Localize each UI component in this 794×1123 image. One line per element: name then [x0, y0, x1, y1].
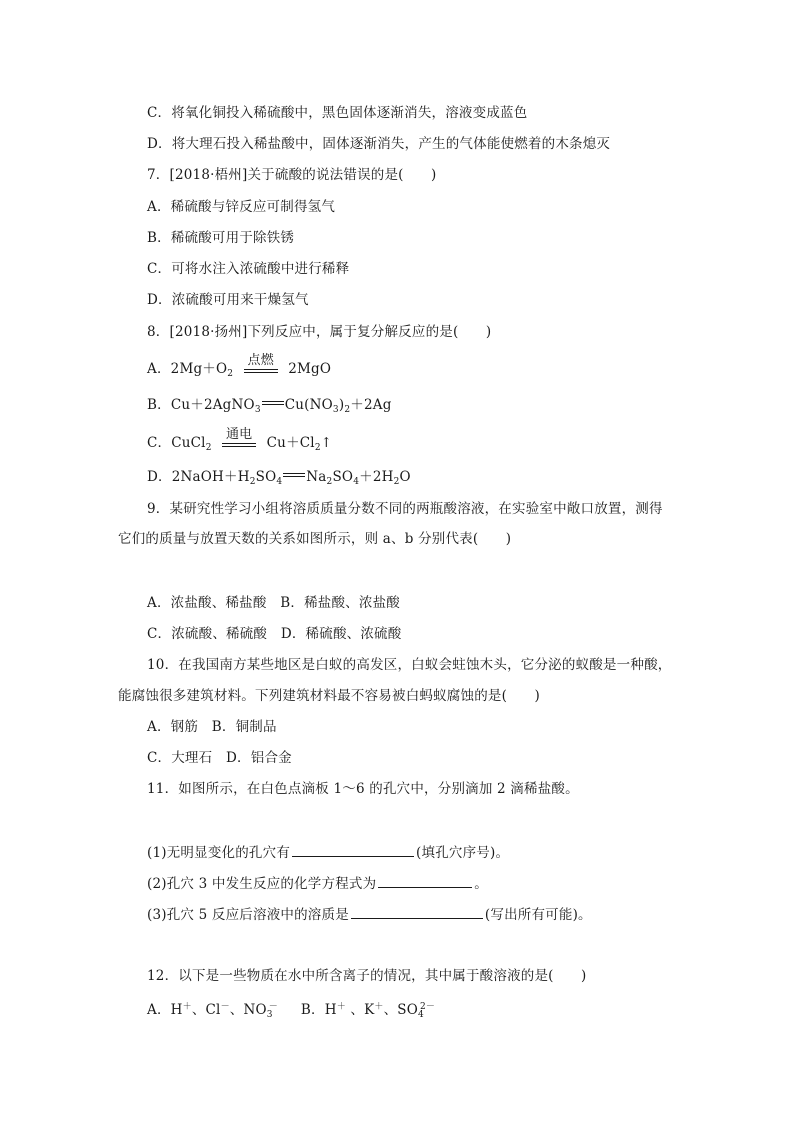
- q10-stem-line2: 能腐蚀很多建筑材料。下列建筑材料最不容易被白蚂蚁腐蚀的是( ): [118, 688, 540, 704]
- answer-blank-1[interactable]: [292, 843, 414, 857]
- q9-options-cd: C．浓硫酸、稀硫酸 D．稀硫酸、浓硫酸: [147, 626, 402, 642]
- q10-options-ab: A．钢筋 B．铜制品: [147, 719, 277, 735]
- equals-sign: [262, 401, 284, 405]
- q8-option-c: C．CuCl$_2$ 通电 $Cu+Cl_2↑$: [147, 427, 333, 453]
- q8-option-d: D．$2NaOH+H_2SO_4$ $Na_2SO_4+2H_2O$: [147, 469, 411, 487]
- q11-part3: (3)孔穴 5 反应后溶液中的溶质是 (写出所有可能)。: [147, 907, 592, 923]
- answer-blank-3[interactable]: [351, 905, 483, 919]
- q7-option-a: A．稀硫酸与锌反应可制得氢气: [147, 199, 336, 215]
- q11-part1: (1)无明显变化的孔穴有 (填孔穴序号)。: [147, 845, 510, 861]
- q12-stem: 12．以下是一些物质在水中所含离子的情况，其中属于酸溶液的是( ): [147, 968, 587, 984]
- q10-stem-line1: 10．在我国南方某些地区是白蚁的高发区，白蚁会蛀蚀木头，它分泌的蚁酸是一种酸，: [147, 657, 672, 673]
- reaction-condition-burn: 点燃: [244, 367, 278, 373]
- q9-stem-line1: 9．某研究性学习小组将溶质质量分数不同的两瓶酸溶液，在实验室中敞口放置，测得: [147, 501, 663, 517]
- q11-part2: (2)孔穴 3 中发生反应的化学方程式为 。: [147, 876, 488, 892]
- q10-options-cd: C．大理石 D．铝合金: [147, 750, 292, 766]
- q11-stem: 11．如图所示，在白色点滴板 1～6 的孔穴中，分别滴加 2 滴稀盐酸。: [147, 781, 579, 797]
- q7-option-c: C．可将水注入浓硫酸中进行稀释: [147, 261, 350, 277]
- q8-option-a: A．$2Mg+O_2$ 点燃 2MgO: [147, 353, 332, 379]
- q8-stem: 8．[2018·扬州]下列反应中，属于复分解反应的是( ): [147, 324, 492, 340]
- answer-blank-2[interactable]: [378, 874, 472, 888]
- q6-option-d: D．将大理石投入稀盐酸中，固体逐渐消失，产生的气体能使燃着的木条熄灭: [147, 136, 611, 152]
- q7-option-b: B．稀硫酸可用于除铁锈: [147, 230, 295, 246]
- q7-stem: 7．[2018·梧州]关于硫酸的说法错误的是( ): [147, 167, 437, 183]
- reaction-condition-electrolysis: 通电: [222, 441, 256, 447]
- q7-option-d: D．浓硫酸可用来干燥氢气: [147, 292, 309, 308]
- q9-options-ab: A．浓盐酸、稀盐酸 B．稀盐酸、浓盐酸: [147, 595, 400, 611]
- q12-options-ab: A．H＋、Cl－、$NO_3^-$ B．H＋ 、K＋、$SO_4^{2-}$: [147, 1002, 436, 1020]
- q8-option-b: B．Cu＋2AgNO$_3$ $Cu(NO_3)_2+2Ag$: [147, 397, 392, 415]
- q6-option-c: C．将氧化铜投入稀硫酸中，黑色固体逐渐消失，溶液变成蓝色: [147, 105, 528, 121]
- q9-stem-line2: 它们的质量与放置天数的关系如图所示，则 a、b 分别代表( ): [118, 531, 512, 547]
- gas-arrow-icon: ↑: [320, 435, 333, 451]
- equals-sign: [283, 473, 305, 477]
